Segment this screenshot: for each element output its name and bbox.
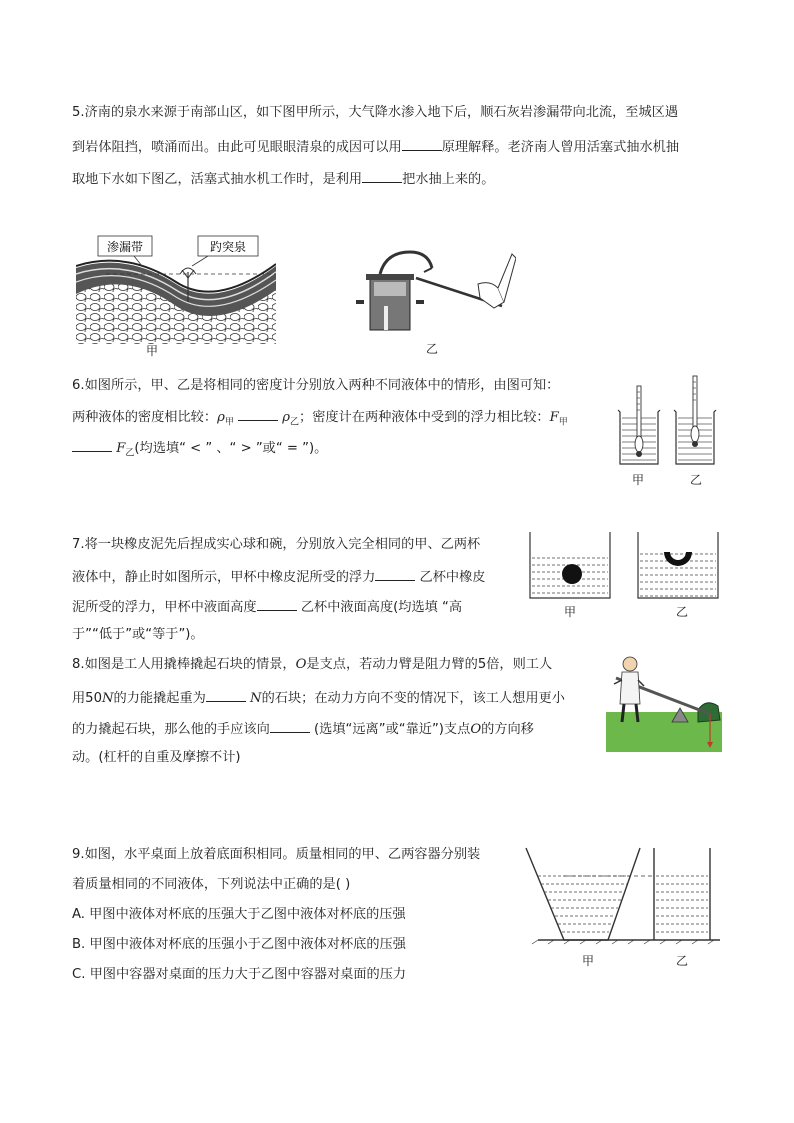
q8-text: 的力能撬起重为 (113, 691, 206, 706)
q6-text: 两种液体的密度相比较： (72, 410, 218, 425)
q8-line-3 (72, 720, 534, 736)
q9-option-b[interactable]: B. 甲图中液体对杯底的压强小于乙图中液体对杯底的压强 (72, 937, 406, 952)
q9-line-2: 着质量相同的不同液体，下列说法中正确的是( ) (72, 877, 351, 892)
q8-text: (选填“远离”或“靠近”)支点 (309, 722, 471, 737)
q8-text: 是支点，若动力臂是阻力臂的5倍，则工人 (306, 657, 553, 672)
q7-line-4: 于”“低于”或“等于”)。 (72, 627, 204, 642)
q6-line-3 (72, 439, 327, 459)
q8-blank-1[interactable] (206, 689, 246, 702)
q9-option-a[interactable]: A. 甲图中液体对杯底的压强大于乙图中液体对杯底的压强 (72, 907, 406, 922)
q7-text: 泥所受的浮力，甲杯中液面高度 (72, 600, 257, 615)
q6-text: (均选填“ < ” 、“ > ”或“ = ”)。 (134, 441, 328, 456)
q5-line-2 (72, 138, 679, 154)
q5-caption-jia: 甲 (146, 344, 159, 358)
q7-caption-jia: 甲 (564, 605, 577, 619)
q5-blank-2[interactable] (362, 170, 402, 183)
unit-newton: N (101, 691, 114, 706)
q7-text: 乙杯中橡皮 (415, 570, 486, 585)
q7-cups-figure (526, 530, 726, 602)
q6-line-2 (72, 408, 568, 428)
pivot-symbol: O (295, 657, 307, 672)
q5-piston-pump-figure (352, 248, 516, 334)
q5-label-seepage-zone: 渗漏带 (106, 240, 144, 254)
subscript-jia: 甲 (558, 417, 568, 428)
q8-line-4: 动。(杠杆的自重及摩擦不计) (72, 750, 241, 765)
rho-symbol: ρ (217, 410, 225, 425)
q5-spring-terrain-figure (76, 232, 276, 344)
q5-label-baotu-spring: 趵突泉 (209, 240, 247, 254)
q6-blank-1[interactable] (238, 408, 278, 421)
subscript-yi: 乙 (290, 417, 300, 428)
force-symbol: F (549, 410, 559, 425)
q8-line-1 (72, 658, 552, 671)
q7-blank-2[interactable] (257, 598, 297, 611)
q5-text: 取地下水如下图乙，活塞式抽水机工作时，是利用 (72, 172, 363, 187)
q6-blank-2[interactable] (72, 439, 112, 452)
pivot-symbol: O (470, 722, 482, 737)
q8-text: 的方向移 (481, 722, 534, 737)
q8-text: 的力撬起石块，那么他的手应该向 (72, 722, 270, 737)
q6-text: ；密度计在两种液体中受到的浮力相比较： (299, 410, 550, 425)
q8-text: 用50 (72, 691, 102, 706)
q7-line-2 (72, 568, 485, 584)
q9-option-c[interactable]: C. 甲图中容器对桌面的压力大于乙图中容器对桌面的压力 (72, 967, 407, 982)
q6-line-1: 6.如图所示，甲、乙是将相同的密度计分别放入两种不同液体中的情形，由图可知： (72, 378, 560, 393)
q8-text: 8.如图是工人用撬棒撬起石块的情景， (72, 657, 296, 672)
q8-line-2 (72, 689, 565, 705)
unit-newton: N (250, 691, 262, 706)
q6-caption-jia: 甲 (632, 473, 645, 487)
q9-containers-figure (524, 844, 720, 946)
q7-text: 液体中，静止时如图所示，甲杯中橡皮泥所受的浮力 (72, 570, 376, 585)
q5-caption-yi: 乙 (426, 342, 439, 356)
q7-blank-1[interactable] (375, 568, 415, 581)
q9-line-1: 9.如图，水平桌面上放着底面积相同。质量相同的甲、乙两容器分别装 (72, 847, 481, 862)
q8-worker-lever-figure (606, 650, 722, 752)
q7-caption-yi: 乙 (676, 605, 689, 619)
q8-blank-2[interactable] (270, 720, 310, 733)
q7-line-1: 7.将一块橡皮泥先后捏成实心球和碗，分别放入完全相同的甲、乙两杯 (72, 537, 481, 552)
rho-symbol: ρ (282, 410, 291, 425)
q5-text: 把水抽上来的。 (402, 172, 495, 187)
q9-caption-jia: 甲 (582, 954, 595, 968)
q6-hydrometer-figure (612, 374, 728, 470)
q6-caption-yi: 乙 (690, 473, 703, 487)
q7-text: 乙杯中液面高度(均选填 “高 (296, 600, 463, 615)
subscript-jia: 甲 (224, 417, 234, 428)
q5-line-1: 5.济南的泉水来源于南部山区，如下图甲所示，大气降水渗入地下后，顺石灰岩渗漏带向北流，至城区遇 (72, 105, 679, 120)
q9-caption-yi: 乙 (676, 954, 689, 968)
q5-line-3 (72, 170, 494, 186)
q5-blank-1[interactable] (402, 138, 442, 151)
force-symbol: F (116, 441, 126, 456)
q5-text: 原理解释。老济南人曾用活塞式抽水机抽 (441, 140, 680, 155)
q5-text: 到岩体阻挡，喷涌而出。由此可见眼眼清泉的成因可以用 (72, 140, 402, 155)
q8-text: 的石块；在动力方向不变的情况下，该工人想用更小 (261, 691, 565, 706)
q7-line-3 (72, 598, 462, 614)
subscript-yi: 乙 (125, 448, 135, 459)
